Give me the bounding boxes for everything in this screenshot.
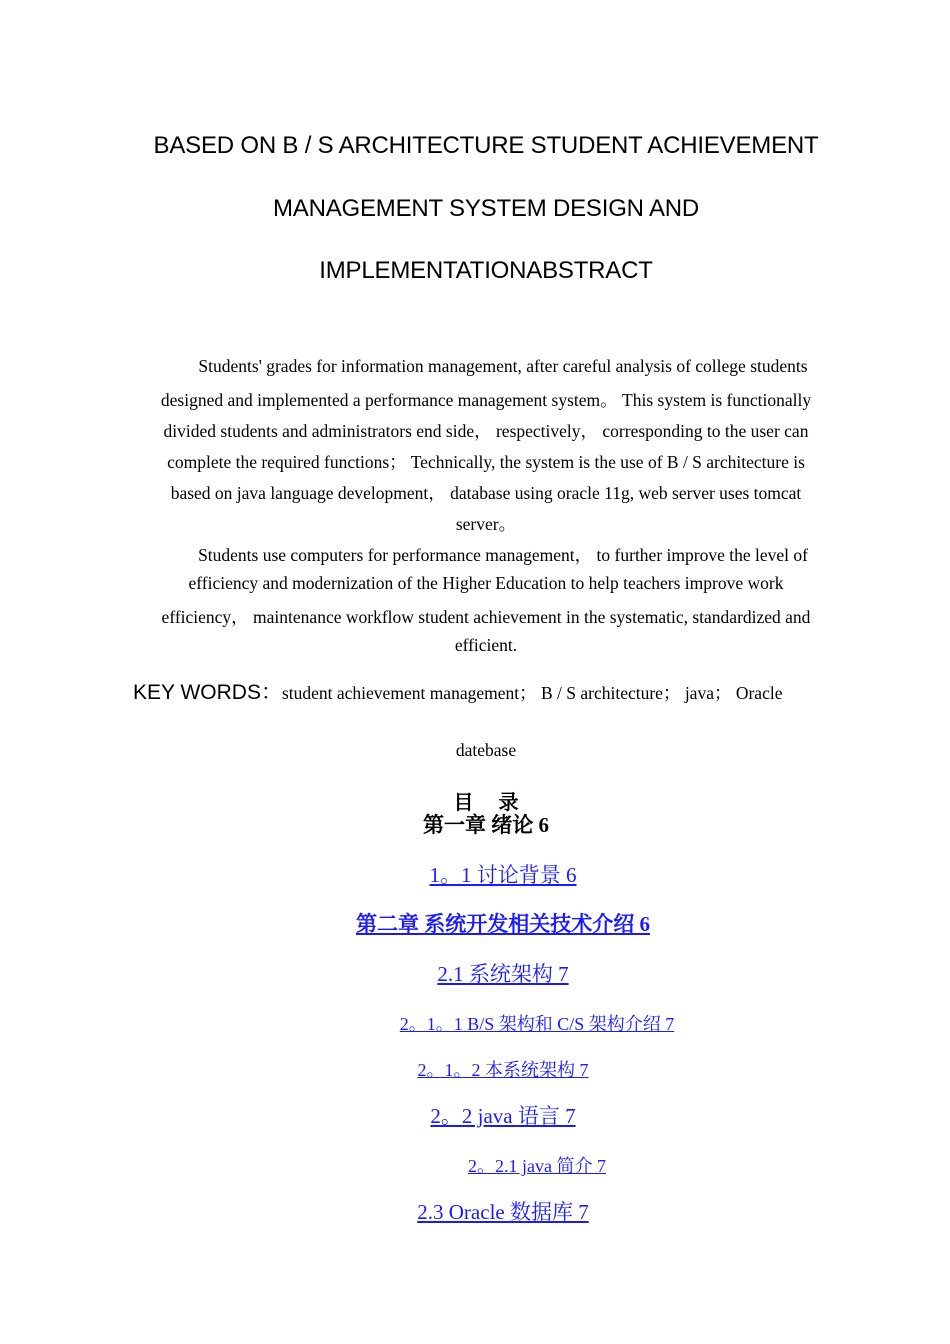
- toc-chapter-1: 第一章 绪论 6: [423, 813, 549, 837]
- toc-link-2-3[interactable]: 2.3 Oracle 数据库 7: [417, 1200, 589, 1224]
- toc-link-2-2-1[interactable]: 2。2.1 java 简介 7: [468, 1156, 606, 1176]
- toc-link-1-1[interactable]: 1。1 讨论背景 6: [429, 863, 577, 887]
- abstract-line: Students' grades for information management, after careful analysis of college students: [198, 356, 808, 376]
- toc-link-2-2[interactable]: 2。2 java 语言 7: [430, 1104, 576, 1128]
- keywords-label: KEY WORDS：: [133, 681, 282, 704]
- toc-link-2-1[interactable]: 2.1 系统架构 7: [437, 962, 569, 986]
- title-line-2: MANAGEMENT SYSTEM DESIGN AND: [272, 195, 700, 222]
- toc-heading: 目 录: [453, 792, 519, 814]
- abstract-line: divided students and administrators end side， respectively， corresponding to the user can: [163, 421, 809, 441]
- abstract-line: efficiency， maintenance workflow student achievement in the systematic, standardized and: [161, 607, 811, 627]
- abstract-line: server。: [455, 514, 517, 534]
- abstract-line: complete the required functions； Technically, the system is the use of B / S architecture is: [167, 452, 805, 472]
- keywords: [133, 676, 843, 706]
- abstract-line: designed and implemented a performance management system。 This system is functionally: [160, 390, 812, 410]
- toc-link-chapter-2[interactable]: 第二章 系统开发相关技术介绍 6: [356, 912, 650, 936]
- toc-link-2-1-1[interactable]: 2。1。1 B/S 架构和 C/S 架构介绍 7: [399, 1014, 675, 1034]
- abstract-line: based on java language development， database using oracle 11g, web server uses tomcat: [170, 483, 802, 503]
- title-line-3: IMPLEMENTATIONABSTRACT: [319, 257, 653, 284]
- title-line-1: BASED ON B / S ARCHITECTURE STUDENT ACHIEVEMENT: [153, 132, 819, 159]
- keywords-continuation: datebase: [455, 740, 517, 760]
- toc-link-2-1-2[interactable]: 2。1。2 本系统架构 7: [417, 1060, 589, 1080]
- abstract-line: efficiency and modernization of the Higher Education to help teachers improve work: [188, 573, 784, 593]
- abstract-line: Students use computers for performance management， to further improve the level of: [198, 545, 808, 565]
- abstract-line: efficient.: [454, 635, 518, 655]
- keywords-text: student achievement management； B / S architecture； java； Oracle: [281, 683, 783, 703]
